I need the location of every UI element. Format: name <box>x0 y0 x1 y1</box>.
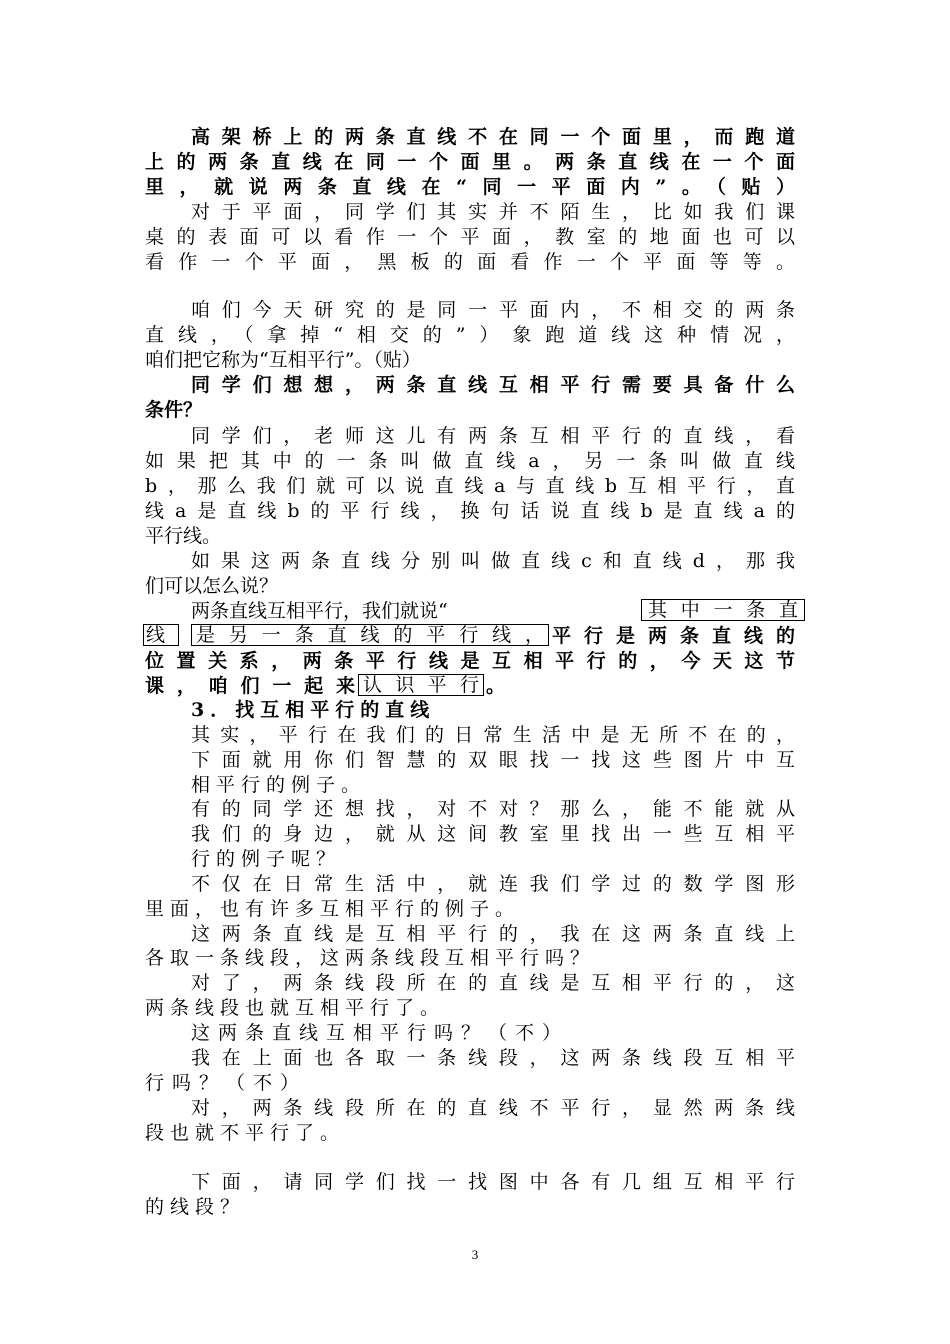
text-line: 对，两条线段所在的直线不平行，显然两条线 <box>191 1097 795 1119</box>
boxed-answer: 认识平行 <box>358 674 484 696</box>
text-line: 桌的表面可以看作一个平面，教室的地面也可以 <box>145 226 795 248</box>
text-line: 咱们今天研究的是同一平面内，不相交的两条 <box>191 299 795 321</box>
text-line: 同学们，老师这儿有两条互相平行的直线，看 <box>191 425 795 447</box>
text-line: 这两条直线互相平行吗？（不） <box>191 1022 570 1044</box>
text-line: 这两条直线是互相平行的，我在这两条直线上 <box>191 923 795 945</box>
text-line: 对了，两条线段所在的直线是互相平行的，这 <box>191 972 795 994</box>
page-number: 3 <box>471 1247 479 1262</box>
text-line: 两条线段也就互相平行了。 <box>145 997 446 1019</box>
text-line: 里，就说两条直线在“同一平面内”。（贴） <box>145 176 795 198</box>
text-span: 。 <box>486 675 506 697</box>
text-line: 的线段？ <box>145 1196 246 1218</box>
text-line: 们可以怎么说？ <box>145 575 279 597</box>
boxed-answer: 其中一条直 <box>641 599 805 621</box>
text-line: 对于平面，同学们其实并不陌生，比如我们课 <box>191 201 795 223</box>
text-line: 位置关系，两条平行线是互相平行的，今天这节 <box>145 650 795 672</box>
text-line: b，那么我们就可以说直线a与直线b互相平行，直 <box>145 475 795 497</box>
text-line: 上的两条直线在同一个面里。两条直线在一个面 <box>145 151 795 173</box>
text-line: 咱们把它称为“互相平行”。（贴） <box>145 349 421 371</box>
text-line: 如果这两条直线分别叫做直线c和直线d，那我 <box>191 550 795 572</box>
text-line: 下面，请同学们找一找图中各有几组互相平行 <box>191 1171 795 1193</box>
text-line: 如果把其中的一条叫做直线a，另一条叫做直线 <box>145 450 795 472</box>
text-line: 我在上面也各取一条线段，这两条线段互相平 <box>191 1047 795 1069</box>
text-line: 条件？ <box>145 399 203 421</box>
text-line: 里面，也有许多互相平行的例子。 <box>145 898 521 920</box>
text-line: 行的例子呢？ <box>191 848 342 870</box>
text-line <box>191 599 448 623</box>
text-line: 同学们想想，两条直线互相平行需要具备什么 <box>191 374 795 396</box>
text-span: 平行是两条直线的 <box>552 625 795 647</box>
text-line: 看作一个平面，黑板的面看作一个平面等等。 <box>145 251 795 273</box>
text-line: 段也就不平行了。 <box>145 1122 346 1144</box>
text-line: 高架桥上的两条直线不在同一个面里，而跑道 <box>191 126 795 148</box>
text-line: 各取一条线段，这两条线段互相平行吗？ <box>145 947 596 969</box>
text-line: 我们的身边，就从这间教室里找出一些互相平 <box>191 823 795 845</box>
text-line: 下面就用你们智慧的双眼找一找这些图片中互 <box>191 749 795 771</box>
boxed-answer: 线 <box>143 624 179 646</box>
text-line: 线a是直线b的平行线，换句话说直线b是直线a的 <box>145 500 795 522</box>
text-line: 其实，平行在我们的日常生活中是无所不在的， <box>191 724 795 746</box>
section-heading: 3．找互相平行的直线 <box>191 699 436 721</box>
text-span: 课，咱们一起来 <box>145 675 355 697</box>
text-line: 不仅在日常生活中，就连我们学过的数学图形 <box>191 873 795 895</box>
text-line: 相平行的例子。 <box>191 774 367 796</box>
text-span: 两条直线互相平行，我们就说“ <box>191 600 448 622</box>
boxed-answer: 是另一条直线的平行线， <box>191 624 549 646</box>
text-line: 行吗？（不） <box>145 1072 308 1094</box>
text-line: 有的同学还想找，对不对？那么，能不能就从 <box>191 798 795 820</box>
text-line: 平行线。 <box>145 525 222 547</box>
text-line: 直线，（拿掉“相交的”）象跑道线这种情况， <box>145 324 795 346</box>
